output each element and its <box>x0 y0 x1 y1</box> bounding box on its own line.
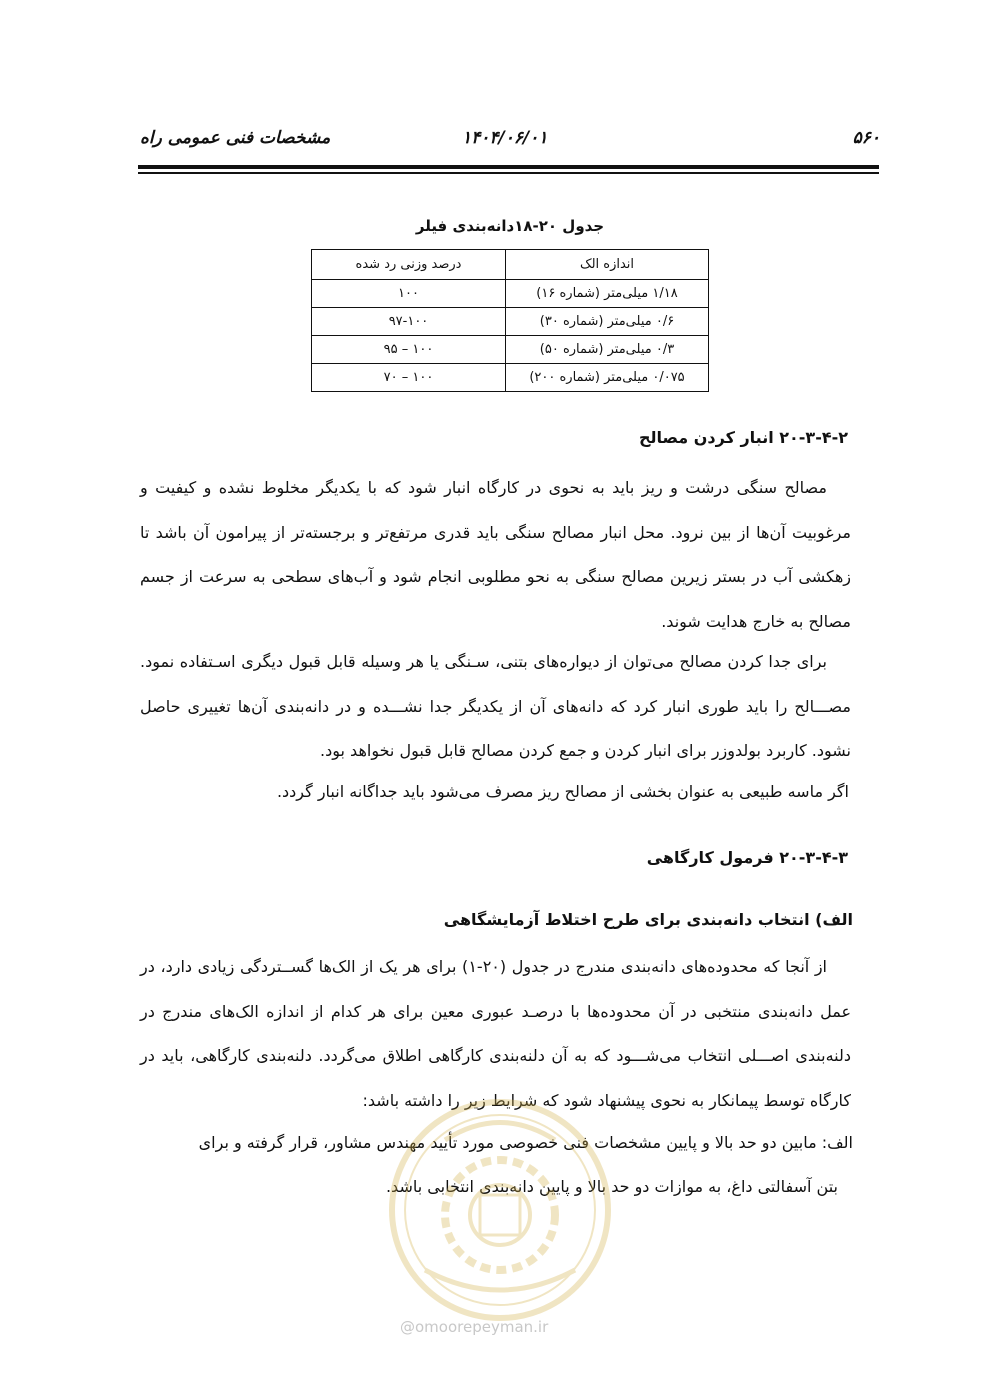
header-rule-thin <box>138 172 879 174</box>
table-cell-sieve: ۰/۳ میلی‌متر (شماره ۵۰) <box>506 336 709 364</box>
paragraph-text: برای جدا کردن مصالح می‌توان از دیواره‌های بتنی، سـنگی یا هر وسیله قابل قبول دیگری اسـتفاده نمود. مصـــالح را باید طوری انبار کرد که دانه‌های آن از یکدیگر جدا نشـــده و در دانه‌بندی آن‌ها تغییری حاصل نشود. کاربرد بولدوزر برای انبار کردن و جمع کردن مصالح قابل قبول نخواهد بود. <box>140 652 851 760</box>
header-document-title: مشخصات فنی عمومی راه <box>140 128 331 148</box>
table-cell-percent: ۹۷-۱۰۰ <box>312 308 506 336</box>
table-row <box>312 280 709 308</box>
paragraph-text: از آنجا که محدوده‌های دانه‌بندی مندرج در جدول (۲۰-۱) برای هر یک از الک‌ها گســتردگی زیادی دارد، در عمل دانه‌بندی منتخبی در آن محدوده‌ها با درصـد عبوری معین برای هر کدام از اندازه الک‌های مندرج در دلنه‌بندی اصـــلی انتخاب می‌شـــود که به آن دلنه‌بندی کارگاهی اطلاق می‌گردد. دلنه‌بندی کارگاهی، باید در کارگاه توسط پیمانکار به نحوی پیشنهاد شود که شرایط زیر را داشته باشد: <box>140 957 851 1110</box>
item-a-line-1: الف: مابین دو حد بالا و پایین مشخصات فنی خصوصی مورد تأیید مهندس مشاور، قرار گرفته و برای <box>198 1133 853 1152</box>
watermark-url: @omoorepeyman.ir <box>400 1318 549 1336</box>
paragraph-storage-2 <box>140 640 851 774</box>
section-heading-storage: ۲۰-۳-۴-۲ انبار کردن مصالح <box>638 428 848 447</box>
item-a-line-2: بتن آسفالتی داغ، به موازات دو حد بالا و پایین دانه‌بندی انتخابی باشد. <box>385 1177 838 1196</box>
paragraph-storage-1 <box>140 466 851 644</box>
filler-gradation-table <box>311 249 709 392</box>
table-cell-sieve: ۰/۰۷۵ میلی‌متر (شماره ۲۰۰) <box>506 364 709 392</box>
page-number: ۵۶۰ <box>852 128 880 148</box>
paragraph-text: مصالح سنگی درشت و ریز باید به نحوی در کارگاه انبار شود که با یکدیگر مخلوط نشده و کیفیت و مرغوبیت آن‌ها از بین نرود. محل انبار مصالح سنگی باید قدری مرتفع‌تر و برجسته‌تر از پیرامون آن باشد تا زهکشی آب در بستر زیرین مصالح سنگی به نحو مطلوبی انجام شود و آب‌های سطحی به سرعت از جسم مصالح به خارج هدایت شوند. <box>140 478 851 631</box>
table-cell-percent: ۱۰۰ – ۹۵ <box>312 336 506 364</box>
table-header-row <box>312 250 709 280</box>
table-cell-percent: ۱۰۰ – ۷۰ <box>312 364 506 392</box>
table-cell-sieve: ۱/۱۸ میلی‌متر (شماره ۱۶) <box>506 280 709 308</box>
table-cell-sieve: ۰/۶ میلی‌متر (شماره ۳۰) <box>506 308 709 336</box>
watermark-seal-logo <box>385 1095 615 1325</box>
header-rule-thick <box>138 165 879 169</box>
table-header-percent-passing: درصد وزنی رد شده <box>312 250 506 280</box>
table-caption: جدول ۲۰-۱۸دانه‌بندی فیلر <box>415 217 605 235</box>
section-heading-job-mix: ۲۰-۳-۴-۳ فرمول کارگاهی <box>646 848 848 867</box>
paragraph-storage-3: اگر ماسه طبیعی به عنوان بخشی از مصالح ریز مصرف می‌شود باید جداگانه انبار گردد. <box>276 782 849 801</box>
header-date: ۱۴۰۴/۰۶/۰۱ <box>462 128 548 148</box>
table-row <box>312 336 709 364</box>
table-header-sieve-size: اندازه الک <box>506 250 709 280</box>
table-row <box>312 308 709 336</box>
table-row <box>312 364 709 392</box>
subheading-gradation-selection: الف) انتخاب دانه‌بندی برای طرح اختلاط آزمایشگاهی <box>443 910 853 929</box>
table-cell-percent: ۱۰۰ <box>312 280 506 308</box>
